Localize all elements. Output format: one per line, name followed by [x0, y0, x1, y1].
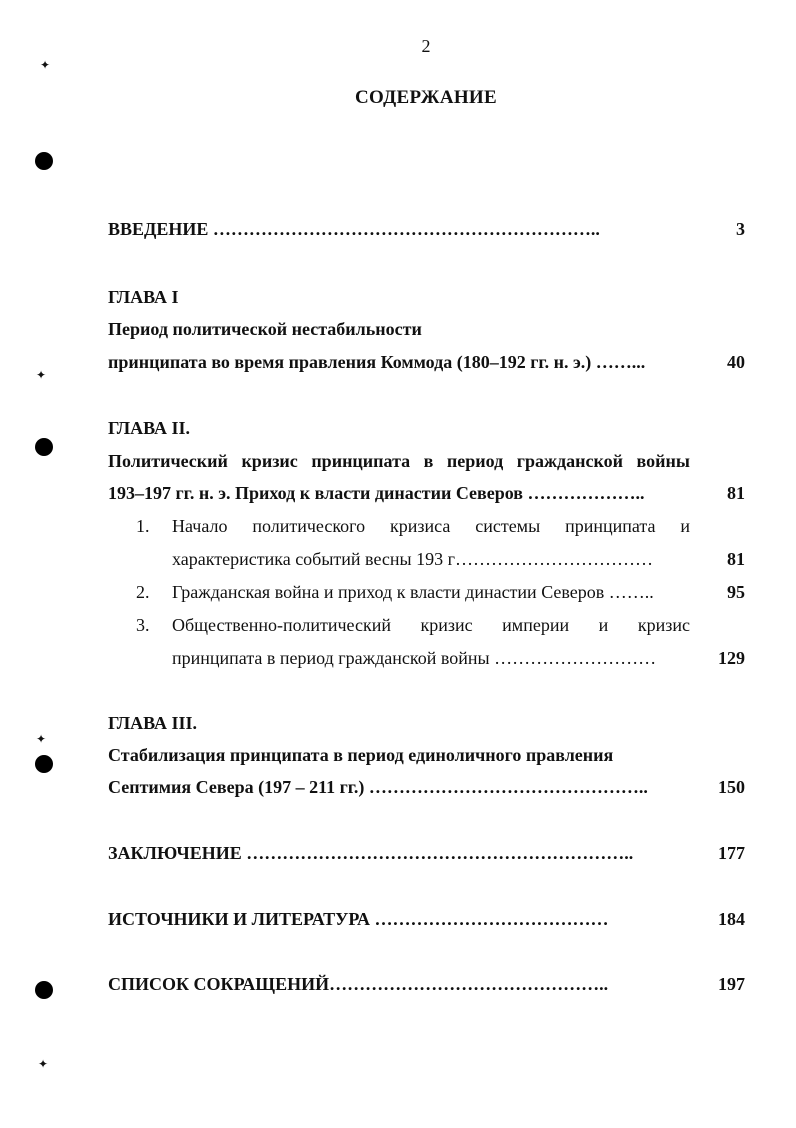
- chapter1-page: 40: [727, 352, 745, 372]
- page-title: СОДЕРЖАНИЕ: [355, 87, 497, 108]
- chapter2-line1-word: принципата: [311, 451, 411, 471]
- chapter2-line1-word: в: [423, 451, 434, 471]
- section-1-word: кризиса: [390, 516, 451, 536]
- section-2-page: 95: [727, 582, 745, 602]
- chapter2-line1: [108, 451, 690, 472]
- section-3-word: кризис: [420, 615, 473, 635]
- toc-conclusion-text: ЗАКЛЮЧЕНИЕ ………………………………………………………..: [108, 843, 634, 863]
- toc-abbreviations-page: 197: [718, 974, 745, 994]
- chapter1-heading: ГЛАВА I: [108, 287, 179, 307]
- chapter2-line1-word: кризис: [241, 451, 298, 471]
- section-3-line2: принципата в период гражданской войны ………………………: [172, 648, 657, 668]
- chapter2-page: 81: [727, 483, 745, 503]
- chapter2-line1-word: гражданской: [516, 451, 623, 471]
- section-1-word: принципата: [565, 516, 656, 536]
- chapter3-heading: ГЛАВА III.: [108, 713, 198, 733]
- toc-conclusion-page: 177: [718, 843, 745, 863]
- section-1-line1: [172, 516, 690, 537]
- toc-abbreviations-text: СПИСОК СОКРАЩЕНИЙ………………………………………..: [108, 974, 609, 994]
- chapter2-line1-word: период: [446, 451, 504, 471]
- scan-speck-1: ✦: [40, 58, 51, 72]
- chapter2-heading: ГЛАВА II.: [108, 418, 191, 438]
- punch-hole-2: [35, 438, 53, 456]
- section-3-word: и: [598, 615, 609, 635]
- section-1-word: и: [680, 516, 690, 536]
- scan-speck-2: ✦: [36, 368, 47, 382]
- section-number: 2.: [136, 582, 150, 602]
- chapter2-line2: 193–197 гг. н. э. Приход к власти династии Северов ………………..: [108, 483, 645, 503]
- chapter3-line2: Септимия Севера (197 – 211 гг.) ………………………………………..: [108, 777, 648, 797]
- section-number: 1.: [136, 516, 150, 536]
- toc-intro-text: ВВЕДЕНИЕ ………………………………………………………..: [108, 219, 600, 239]
- toc-sources-text: ИСТОЧНИКИ И ЛИТЕРАТУРА …………………………………: [108, 909, 609, 929]
- toc-sources-page: 184: [718, 909, 745, 929]
- chapter1-line1: Период политической нестабильности: [108, 319, 422, 339]
- section-2-line1: Гражданская война и приход к власти династии Северов ……..: [172, 582, 654, 602]
- chapter2-line1-word: войны: [636, 451, 690, 471]
- chapter1-line2: принципата во время правления Коммода (180–192 гг. н. э.) ……...: [108, 352, 646, 372]
- section-1-word: политического: [252, 516, 366, 536]
- section-3-word: империи: [502, 615, 570, 635]
- chapter2-line1-word: Политический: [108, 451, 228, 471]
- section-3-line1: [172, 615, 690, 636]
- section-3-word: кризис: [637, 615, 690, 635]
- punch-hole-1: [35, 152, 53, 170]
- section-number: 3.: [136, 615, 150, 635]
- section-1-line2: характеристика событий весны 193 г……………………………: [172, 549, 653, 569]
- section-1-word: системы: [475, 516, 541, 536]
- punch-hole-3: [35, 755, 53, 773]
- section-1-page: 81: [727, 549, 745, 569]
- chapter3-line1: Стабилизация принципата в период единоличного правления: [108, 745, 614, 765]
- page-number: 2: [421, 36, 431, 56]
- punch-hole-4: [35, 981, 53, 999]
- section-3-word: Общественно-политический: [172, 615, 391, 635]
- section-1-word: Начало: [172, 516, 228, 536]
- toc-intro-page: 3: [736, 219, 745, 239]
- section-3-page: 129: [718, 648, 745, 668]
- scan-speck-3: ✦: [36, 732, 47, 746]
- chapter3-page: 150: [718, 777, 745, 797]
- scan-speck-4: ✦: [38, 1057, 49, 1071]
